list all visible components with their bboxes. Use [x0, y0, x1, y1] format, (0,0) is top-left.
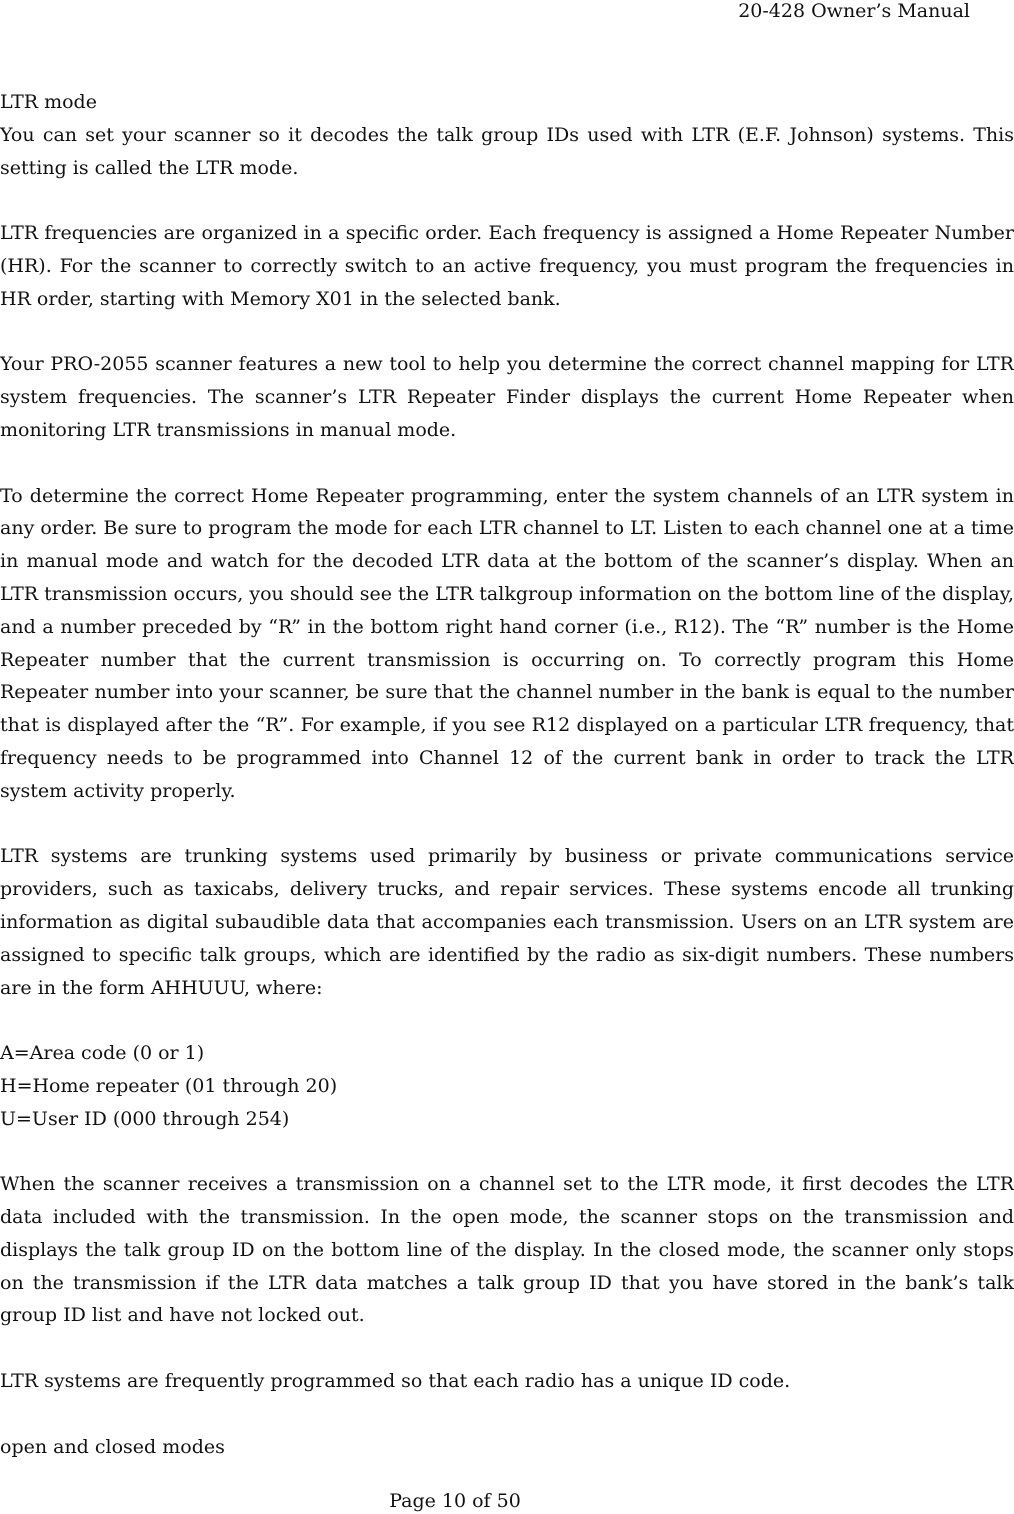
- page-header: [738, 0, 970, 22]
- legend-item-area-code: A=Area code (0 or 1): [0, 1042, 205, 1065]
- page-number: Page 10 of 50: [389, 1490, 521, 1512]
- document-body: [0, 86, 1014, 1463]
- paragraph-ltr-intro: You can set your scanner so it decodes the talk group IDs used with LTR (E.F. Johnson) systems. This setting is called the LTR mode.: [0, 123, 1014, 179]
- paragraph-ltr-systems: LTR systems are trunking systems used primarily by business or private communications service providers, such as taxicabs, delivery trucks, and repair services. These systems encode all trunking information as digital subaudible data that accompanies each transmission. Users on an LTR system are assigned to specific talk groups, which are identified by the radio as six-digit numbers. These numbers are in the form AHHUUU, where:: [0, 845, 1014, 999]
- legend-item-user-id: U=User ID (000 through 254): [0, 1107, 290, 1130]
- paragraph-open-closed-behavior: When the scanner receives a transmission on a channel set to the LTR mode, it first decodes the LTR data included with the transmission. In the open mode, the scanner stops on the transmission and displays the talk group ID on the bottom line of the display. In the closed mode, the scanner only stops on the transmission if the LTR data matches a talk group ID that you have stored in the bank’s talk group ID list and have not locked out.: [0, 1173, 1014, 1327]
- ahhuuu-legend: [0, 1037, 1014, 1135]
- paragraph-unique-id: LTR systems are frequently programmed so that each radio has a unique ID code.: [0, 1370, 791, 1393]
- page-footer: [0, 1490, 1014, 1512]
- paragraph-repeater-finder: Your PRO-2055 scanner features a new tool to help you determine the correct channel mapping for LTR system frequencies. The scanner’s LTR Repeater Finder displays the current Home Repeater when monitoring LTR transmissions in manual mode.: [0, 353, 1014, 441]
- legend-item-home-repeater: H=Home repeater (01 through 20): [0, 1074, 338, 1097]
- section-heading-ltr-mode: LTR mode: [0, 91, 97, 113]
- manual-title: 20-428 Owner’s Manual: [738, 0, 970, 22]
- paragraph-ltr-frequencies: LTR frequencies are organized in a specific order. Each frequency is assigned a Home Repeater Number (HR). For the scanner to correctly switch to an active frequency, you must program the frequencies in HR order, starting with Memory X01 in the selected bank.: [0, 222, 1014, 310]
- section-heading-open-closed-modes: open and closed modes: [0, 1435, 225, 1458]
- paragraph-home-repeater-programming: To determine the correct Home Repeater programming, enter the system channels of an LTR system in any order. Be sure to program the mode for each LTR channel to LT. Listen to each channel one at a time in manual mode and watch for the decoded LTR data at the bottom of the scanner’s display. When an LTR transmission occurs, you should see the LTR talkgroup information on the bottom line of the display, and a number preceded by “R” in the bottom right hand corner (i.e., R12). The “R” number is the Home Repeater number that the current transmission is occurring on. To correctly program this Home Repeater number into your scanner, be sure that the channel number in the bank is equal to the number that is displayed after the “R”. For example, if you see R12 displayed on a particular LTR frequency, that frequency needs to be programmed into Channel 12 of the current bank in order to track the LTR system activity properly.: [0, 484, 1014, 802]
